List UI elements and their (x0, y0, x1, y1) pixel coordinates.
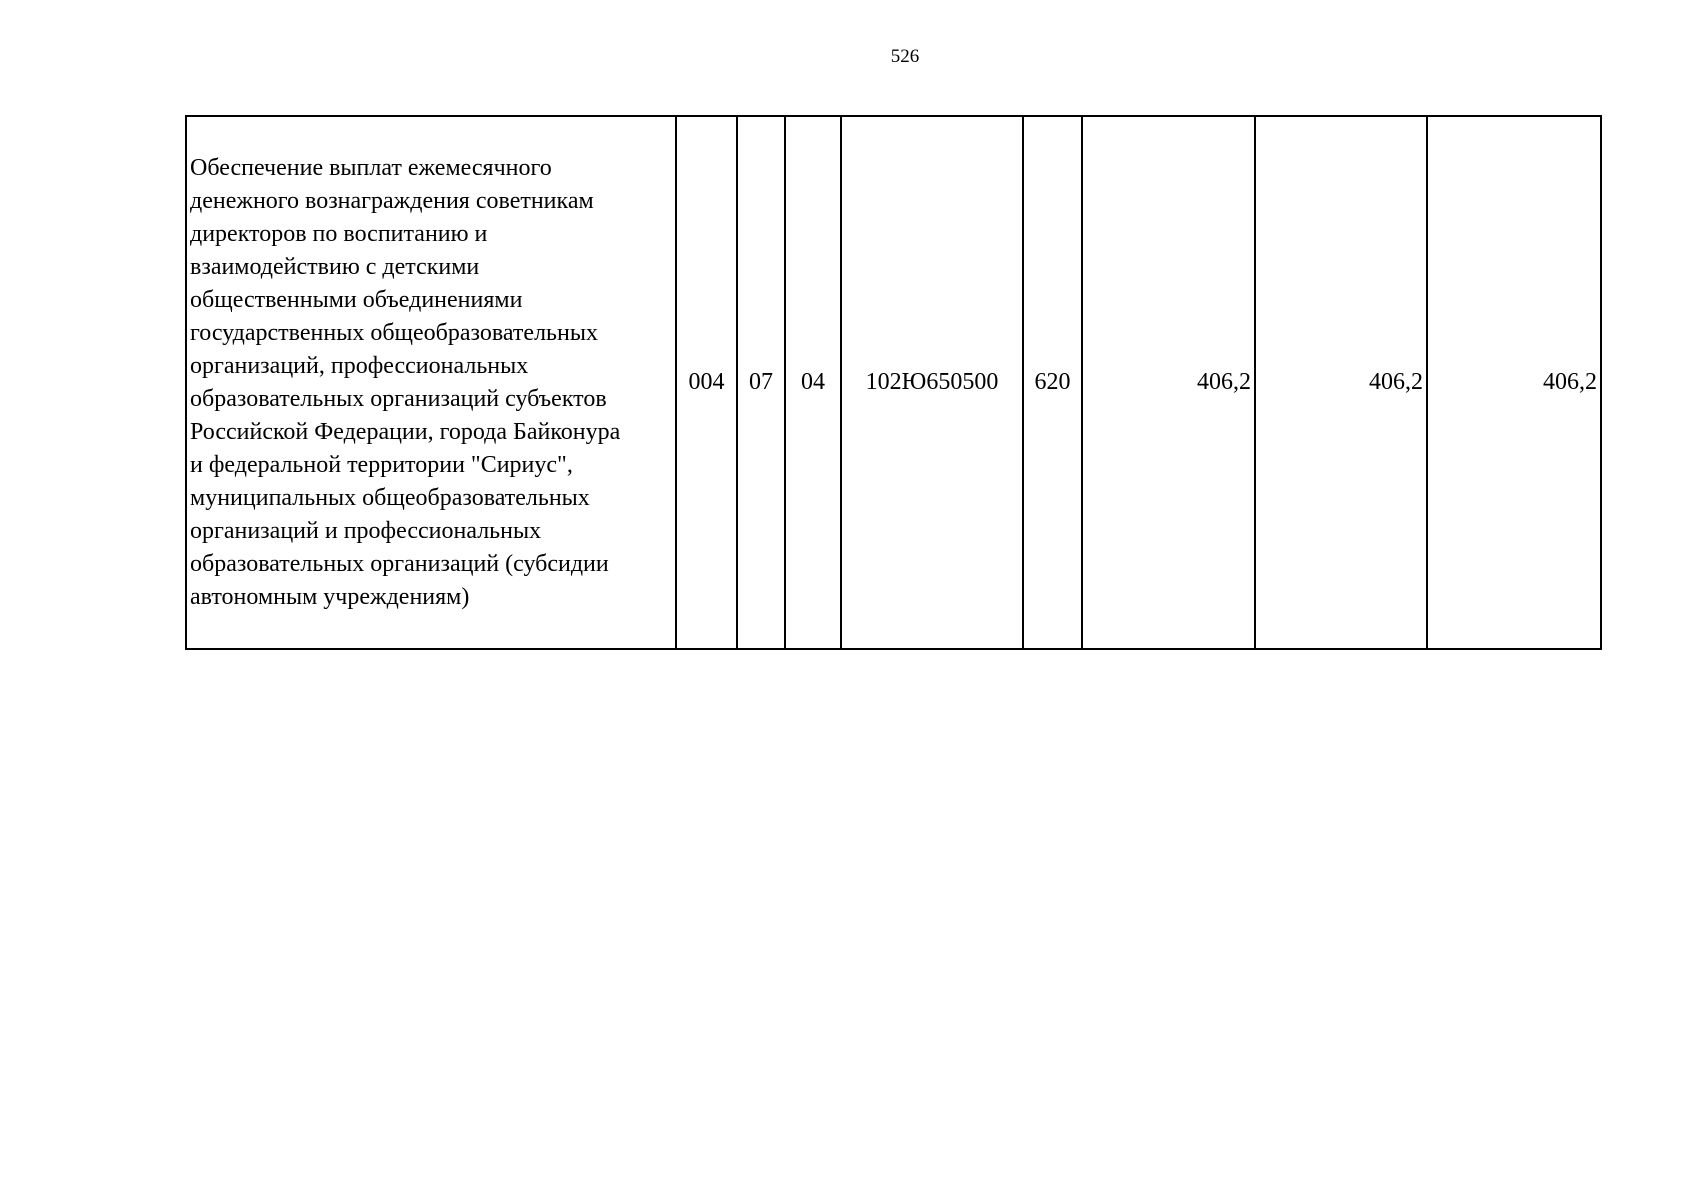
amount-year-3: 406,2 (1427, 116, 1601, 649)
subsection-code: 04 (785, 116, 841, 649)
section-code: 07 (737, 116, 785, 649)
ministry-code: 004 (676, 116, 737, 649)
expense-description: Обеспечение выплат ежемесячного денежного вознаграждения советникам директоров по воспитанию и взаимодействию с детскими общественными объединениями государственных общеобразовательных организаций, профессиональных образовательных организаций субъектов Российской Федерации, города Байконура и федеральной территории "Сириус", муниципальных общеобразовательных организаций и профессиональных образовательных организаций (субсидии автономным учреждениям) (186, 116, 676, 649)
expense-type-code: 620 (1023, 116, 1082, 649)
page-number: 526 (890, 46, 920, 67)
amount-year-1: 406,2 (1082, 116, 1255, 649)
target-article-code: 102Ю650500 (841, 116, 1023, 649)
table-row (186, 116, 1601, 649)
budget-table (185, 115, 1602, 650)
amount-year-2: 406,2 (1255, 116, 1427, 649)
